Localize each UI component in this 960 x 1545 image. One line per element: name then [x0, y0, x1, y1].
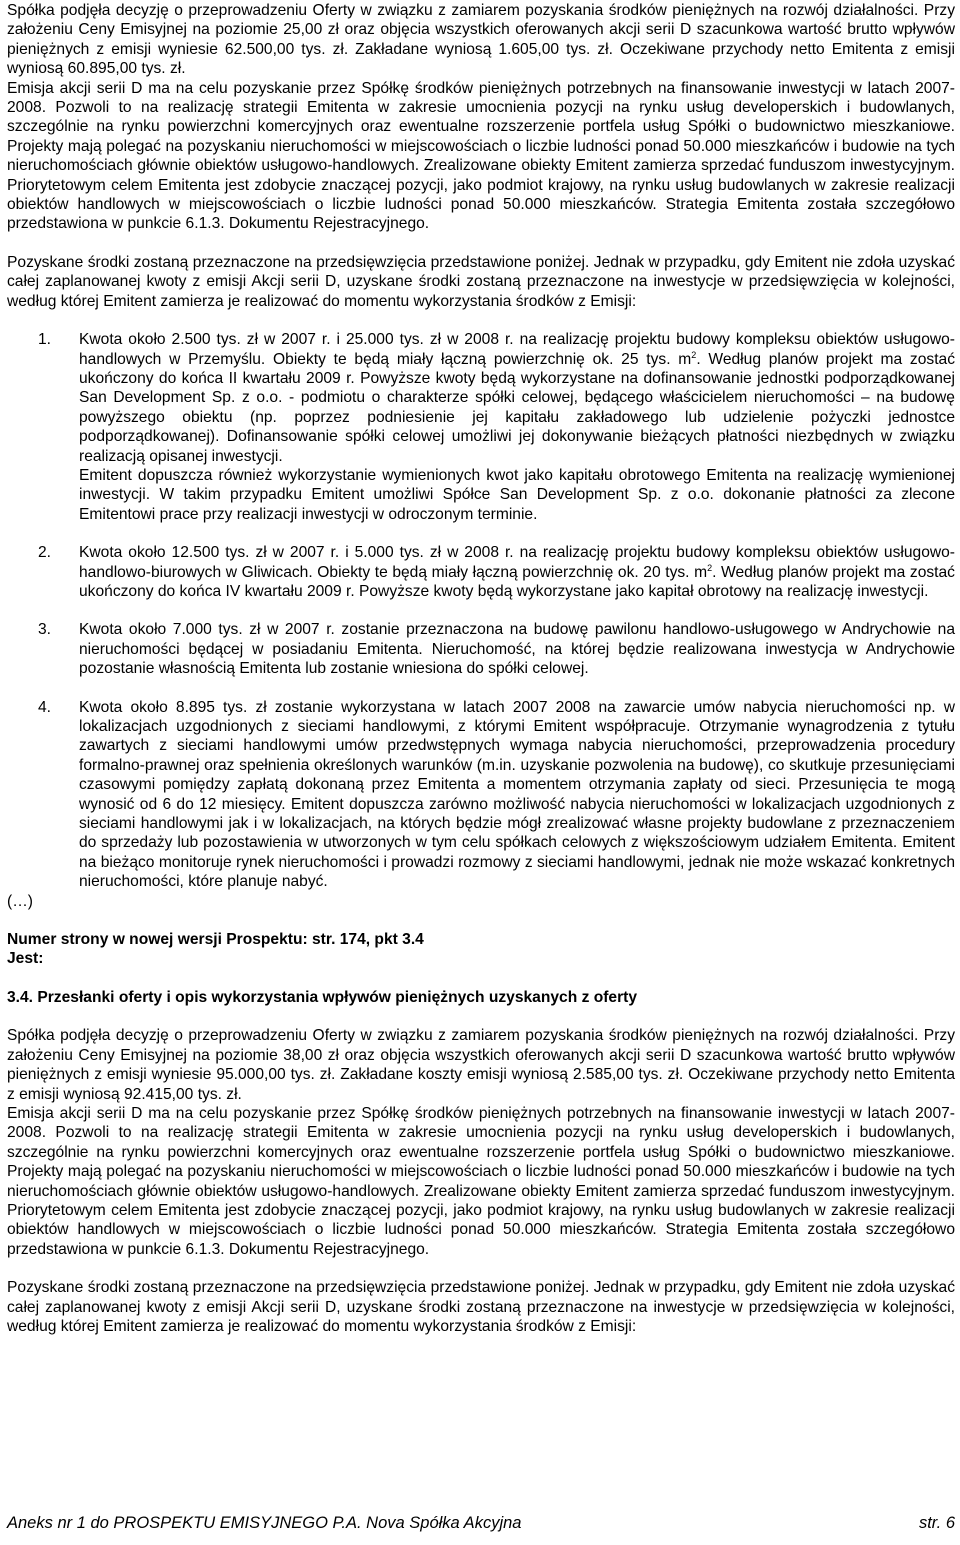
list-item-text: Kwota około 7.000 tys. zł w 2007 r. zostanie przeznaczona na budowę pawilonu handlowo-usługowego w Andrychowie na nieruchomości będącej w posiadaniu Emitenta. Nieruchomość, na której będzie realizowana inwestycja w Andrychowie pozostanie własnością Emitenta lub zostanie wniesiona do spółki celowej.: [79, 621, 955, 678]
page-number: str. 6: [918, 1514, 955, 1532]
list-item-text: Kwota około 12.500 tys. zł w 2007 r. i 5.000 tys. zł w 2008 r. na realizację projektu budowy kompleksu obiektów usługowo-handlowo-biurowych w Gliwicach. Obiekty te będą miały łączną powierzchnię ok. 20 tys. $m^2$. Według planów projekt ma zostać ukończony do końca IV kwartału 2009 r. Powyższe kwoty będą wykorzystane jako kapitał obrotowy na realizację inwestycji.: [79, 544, 955, 600]
section-heading: 3.4. Przesłanki oferty i opis wykorzystania wpływów pieniężnych uzyskanych z oferty: [7, 988, 638, 1006]
old-strategy-paragraph: Emisja akcji serii D ma na celu pozyskanie przez Spółkę środków pieniężnych potrzebnych na finansowanie inwestycji w latach 2007-2008. Pozwoli to na realizację strategii Emitenta w zakresie umocnienia pozycji na rynku usług developerskich i budowlanych, szczególnie na rynku powierzchni komercyjnych oraz ewentualne rozszerzenie portfela usług Spółki o budownictwo mieszkaniowe. Projekty mają polegać na pozyskaniu nieruchomości w miejscowościach o liczbie ludności ponad 50.000 mieszkańców i budowie na tych nieruchomościach głównie obiektów usługowo-handlowych. Zrealizowane obiekty Emitent zamierza sprzedać funduszom inwestycyjnym. Priorytetowym celem Emitenta jest zdobycie znaczącej pozycji, jako podmiot krajowy, na rynku usług budowlanych w zakresie realizacji obiektów handlowych w miejscowościach o liczbie ludności ponad 50.000 mieszkańców. Strategia Emitenta została szczegółowo przedstawiona w punkcie 6.1.3. Dokumentu Rejestracyjnego.: [7, 79, 955, 233]
list-item-text: Kwota około 2.500 tys. zł w 2007 r. i 25.000 tys. zł w 2008 r. na realizację projektu budowy kompleksu obiektów usługowo-handlowych w Przemyślu. Obiekty te będą miały łączną powierzchnię ok. 25 tys. $m^2$. Według planów projekt ma zostać ukończony do końca II kwartału 2009 r. Powyższe kwoty będą wykorzystane na dofinansowanie jednostki podporządkowanej San Development Sp. z o.o. - podmiotu o charakterze spółki celowej, będącego właścicielem nieruchomości – na budowę powyższego obiektu (np. poprzez podniesienie jej kapitału zakładowego lub udzielenie pożyczki jednostce podporządkowanej). Dofinansowanie spółki celowej umożliwi jej dokonywanie bieżących płatności niezbędnych w związku realizacją opisanej inwestycji.: [79, 331, 955, 465]
list-item: [7, 330, 955, 524]
list-item-number: 2.: [38, 544, 52, 562]
footer-title: Aneks nr 1 do PROSPEKTU EMISYJNEGO P.A. Nova Spółka Akcyjna: [7, 1514, 522, 1532]
list-item: [7, 543, 955, 601]
list-item-number: 4.: [38, 698, 52, 716]
list-item-number: 1.: [38, 331, 52, 349]
new-intro-paragraph: Spółka podjęła decyzję o przeprowadzeniu Oferty w związku z zamiarem pozyskania środków pieniężnych na rozwój działalności. Przy założeniu Ceny Emisyjnej na poziomie 38,00 zł oraz objęcia wszystkich oferowanych akcji serii D szacunkowa wartość brutto wpływów pieniężnych z emisji wyniesie 95.000,00 tys. zł. Zakładane koszty emisji wyniosą 2.585,00 tys. zł. Oczekiwane przychody netto Emitenta z emisji wyniosą 92.415,00 tys. zł.: [7, 1027, 955, 1103]
old-purposes-intro: Pozyskane środki zostaną przeznaczone na przedsięwzięcia przedstawione poniżej. Jednak w przypadku, gdy Emitent nie zdoła uzyskać całej zaplanowanej kwoty z emisji Akcji serii D, uzyskane środki zostaną przeznaczone na inwestycje w przedsięwzięcia w kolejności, według której Emitent zamierza je realizować do momentu wykorzystania środków z Emisji:: [7, 253, 955, 310]
list-item: [7, 698, 955, 892]
list-item-text-continued: Emitent dopuszcza również wykorzystanie wymienionych kwot jako kapitału obrotowego Emitenta na realizację wymienionej inwestycji. W takim przypadku Emitent umożliwi Spółce San Development Sp. z o.o. dokonanie płatności za zlecone Emitentowi prace przy realizacji inwestycji w odroczonym terminie.: [79, 466, 955, 523]
new-version-label: Jest:: [7, 950, 44, 968]
omission-marker: (…): [7, 892, 33, 910]
list-item-number: 3.: [38, 621, 52, 639]
list-item: [7, 620, 955, 678]
page-footer: [7, 1514, 955, 1533]
new-purposes-intro: Pozyskane środki zostaną przeznaczone na przedsięwzięcia przedstawione poniżej. Jednak w przypadku, gdy Emitent nie zdoła uzyskać całej zaplanowanej kwoty z emisji Akcji serii D, uzyskane środki zostaną przeznaczone na inwestycje w przedsięwzięcia w kolejności, według której Emitent zamierza je realizować do momentu wykorzystania środków z Emisji:: [7, 1279, 955, 1335]
new-strategy-paragraph: Emisja akcji serii D ma na celu pozyskanie przez Spółkę środków pieniężnych potrzebnych na finansowanie inwestycji w latach 2007-2008. Pozwoli to na realizację strategii Emitenta w zakresie umocnienia pozycji na rynku usług developerskich i budowlanych, szczególnie na rynku powierzchni komercyjnych oraz ewentualne rozszerzenie portfela usług Spółki o budownictwo mieszkaniowe. Projekty mają polegać na pozyskaniu nieruchomości w miejscowościach o liczbie ludności ponad 50.000 mieszkańców i budowie na tych nieruchomościach głównie obiektów usługowo-handlowych. Zrealizowane obiekty Emitent zamierza sprzedać funduszom inwestycyjnym. Priorytetowym celem Emitenta jest zdobycie znaczącej pozycji, jako podmiot krajowy, na rynku usług budowlanych w zakresie realizacji obiektów handlowych w miejscowościach o liczbie ludności ponad 50.000 mieszkańców. Strategia Emitenta została szczegółowo przedstawiona w punkcie 6.1.3. Dokumentu Rejestracyjnego.: [7, 1104, 955, 1258]
old-purposes-list: [7, 330, 955, 892]
old-intro-paragraph: Spółka podjęła decyzję o przeprowadzeniu Oferty w związku z zamiarem pozyskania środków pieniężnych na rozwój działalności. Przy założeniu Ceny Emisyjnej na poziomie 25,00 zł oraz objęcia wszystkich oferowanych akcji serii D szacunkowa wartość brutto wpływów pieniężnych z emisji wyniesie 62.500,00 tys. zł. Zakładane wyniosą 1.605,00 tys. zł. Oczekiwane przychody netto Emitenta z emisji wyniosą 60.895,00 tys. zł.: [7, 2, 955, 78]
list-item-text: Kwota około 8.895 tys. zł zostanie wykorzystana w latach 2007 2008 na zawarcie umów nabycia nieruchomości np. w lokalizacjach uzgodnionych z sieciami handlowymi, z którymi Emitent współpracuje. Otrzymanie wynagrodzenia z tytułu zawartych z sieciami handlowymi umów przedwstępnych wymaga nabycia nieruchomości, przeprowadzenia procedury formalno-prawnej oraz spełnienia określonych warunków (m.in. uzyskanie pozwolenia na budowę), co skutkuje przesunięciami czasowymi pomiędzy zapłatą dokonaną przez Emitenta a momentem otrzymania zapłaty od sieci. Przesunięcia te mogą wynosić od 6 do 12 miesięcy. Emitent dopuszcza zarówno możliwość nabycia nieruchomości w lokalizacjach uzgodnionych z sieciami handlowymi jak i w lokalizacjach, na których będzie mógł zrealizować własne projekty budowlane z przeznaczeniem do sprzedaży lub pozostawienia w utworzonych w tym celu spółkach celowych z większościowym udziałem Emitenta. Emitent na bieżąco monitoruje rynek nieruchomości i prowadzi rozmowy z sieciami handlowymi, jednak nie może wskazać konkretnych nieruchomości, które planuje nabyć.: [79, 698, 955, 891]
document-page: [7, 1, 955, 1336]
page-reference: Numer strony w nowej wersji Prospektu: str. 174, pkt 3.4: [7, 931, 424, 949]
